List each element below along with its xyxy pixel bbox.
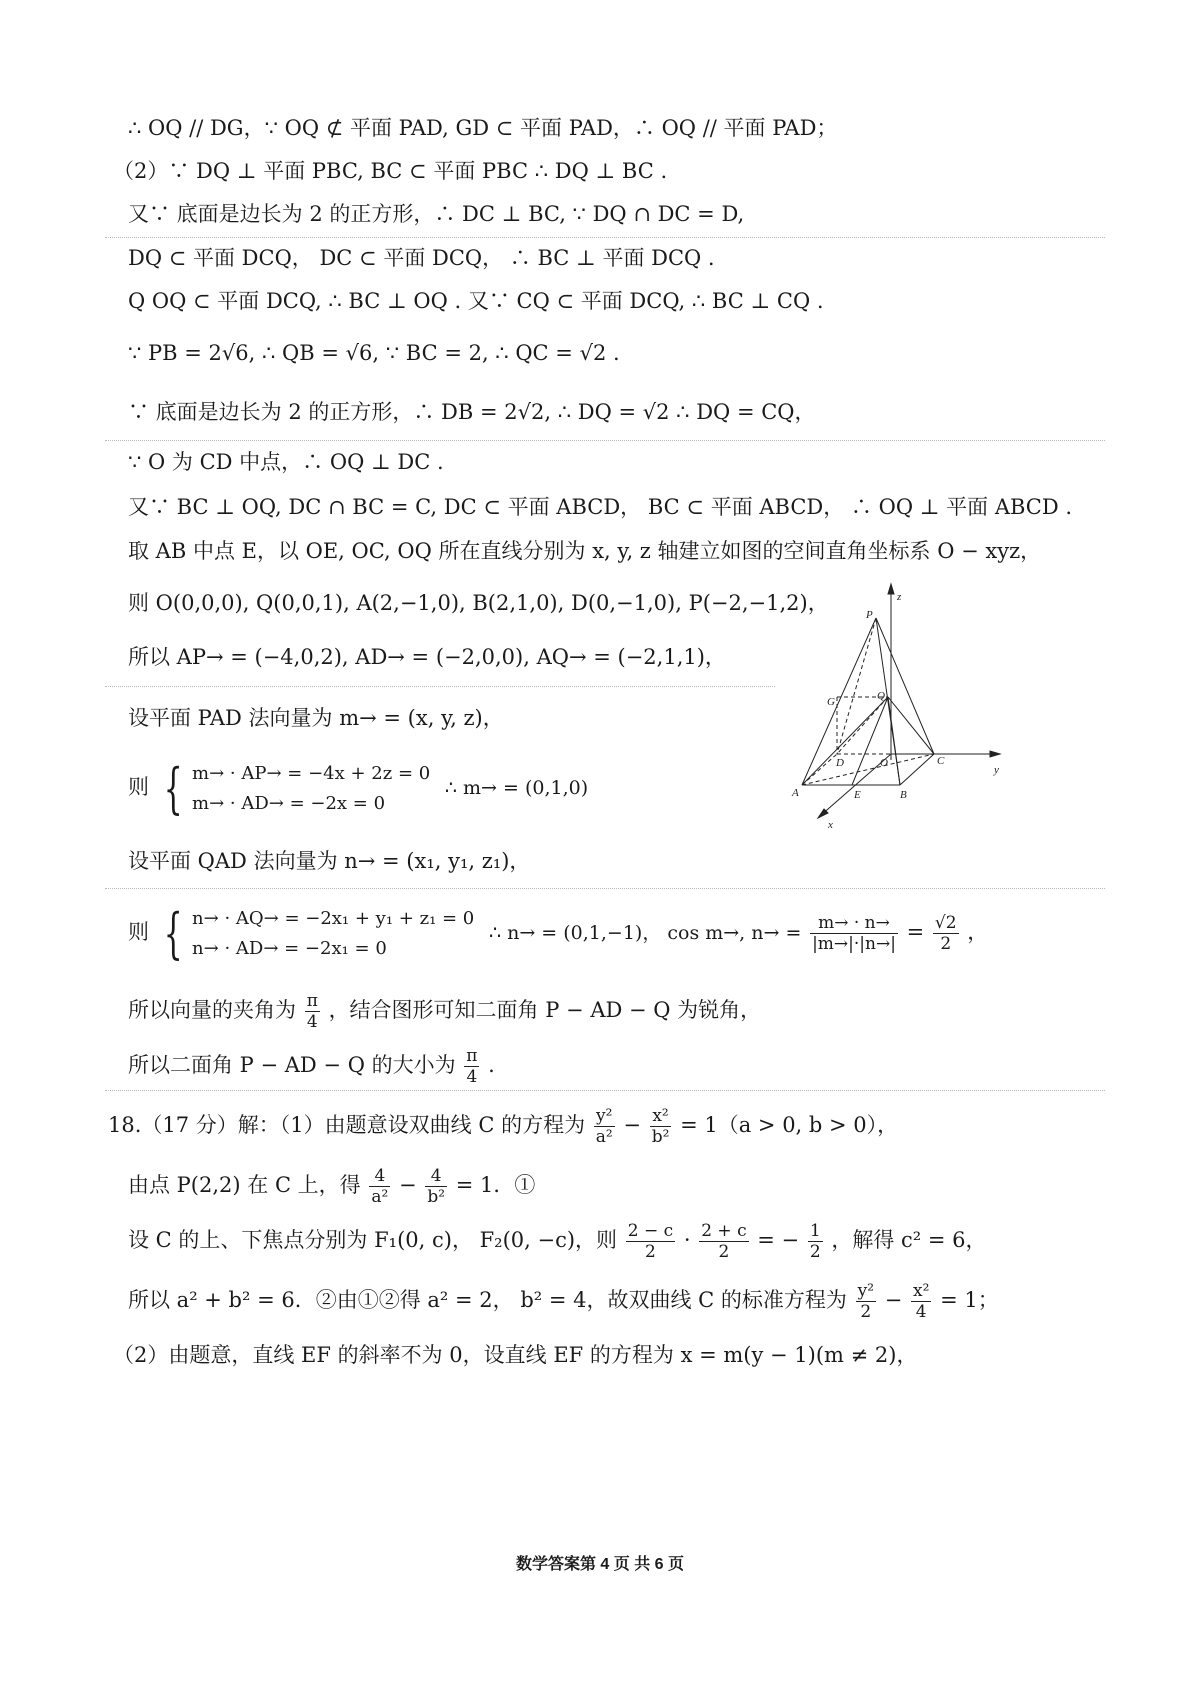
- edge-QD: [837, 697, 888, 754]
- system-of-equations: [156, 756, 431, 820]
- label-C: C: [937, 755, 945, 767]
- fraction: [594, 1106, 615, 1147]
- denominator: a²: [371, 1187, 389, 1207]
- label-Q: Q: [877, 690, 885, 702]
- numerator: m→ · n→: [810, 913, 898, 934]
- dotted-divider: [105, 440, 1105, 441]
- label-y: y: [994, 764, 999, 776]
- edge-PC: [876, 618, 934, 754]
- denominator: b²: [651, 1127, 670, 1147]
- text-line: DQ ⊂ 平面 DCQ， DC ⊂ 平面 DCQ， ∴ BC ⊥ 平面 DCQ .: [128, 246, 715, 270]
- equation: m→ · AD→ = −2x = 0: [192, 792, 386, 814]
- fraction: [305, 991, 320, 1032]
- text-segment: 所以 a² + b² = 6．②由①②得 a² = 2， b² = 4，故双曲线 C 的标准方程为: [128, 1288, 847, 1312]
- denominator: 2: [860, 1302, 872, 1322]
- denominator: b²: [427, 1187, 446, 1207]
- text-line: [128, 985, 761, 1035]
- text-line: 设平面 QAD 法向量为 n→ = (x₁, y₁, z₁)，: [128, 849, 531, 873]
- label-P: P: [866, 609, 873, 621]
- left-brace: {: [163, 756, 183, 820]
- label-G: G: [827, 696, 835, 708]
- text-line: ∵ O 为 CD 中点，∴ OQ ⊥ DC .: [128, 450, 444, 474]
- numerator: y²: [594, 1106, 615, 1127]
- denominator: 2: [940, 934, 952, 954]
- text-segment: ，结合图形可知二面角 P − AD − Q 为锐角，: [328, 998, 762, 1022]
- fraction: [650, 1106, 672, 1147]
- text-line: 设平面 PAD 法向量为 m→ = (x, y, z)，: [128, 706, 504, 730]
- text-line: ∵ PB = 2√6, ∴ QB = √6, ∵ BC = 2, ∴ QC = √2 .: [128, 341, 620, 365]
- equation: n→ · AQ→ = −2x₁ + y₁ + z₁ = 0: [192, 907, 475, 929]
- equals: =: [906, 920, 925, 944]
- text-segment: 由点 P(2,2) 在 C 上，得: [128, 1173, 361, 1197]
- text-segment: 所以向量的夹角为: [128, 998, 296, 1022]
- text-segment: = 1；: [940, 1288, 999, 1312]
- text-segment: ，解得 c² = 6，: [831, 1228, 987, 1252]
- text-segment: 设 C 的上、下焦点分别为 F₁(0, c)， F₂(0, −c)，则: [128, 1228, 618, 1252]
- numerator: 4: [425, 1166, 447, 1187]
- fraction: [464, 1046, 479, 1087]
- text-line: [108, 1100, 898, 1150]
- page-footer: 数学答案第 4 页 共 6 页: [515, 1556, 685, 1573]
- operator: −: [623, 1113, 642, 1137]
- fraction: [810, 913, 898, 954]
- text-line: [128, 1040, 495, 1090]
- equation-system-m: [128, 757, 588, 819]
- system-of-equations: [156, 901, 475, 965]
- numerator: y²: [857, 1281, 875, 1301]
- label-D: D: [836, 757, 844, 769]
- pyramid-coordinate-figure: [780, 580, 1020, 840]
- equation-system-n: [128, 902, 988, 964]
- text-line: [128, 1160, 535, 1210]
- numerator: √2: [934, 913, 957, 933]
- operator: = −: [757, 1228, 800, 1252]
- text-segment: = 1（a > 0, b > 0），: [680, 1113, 899, 1137]
- segment-AC: [802, 754, 934, 785]
- text-line: 又∵ 底面是边长为 2 的正方形，∴ DC ⊥ BC, ∵ DQ ∩ DC = D,: [128, 202, 745, 226]
- left-brace: {: [163, 901, 183, 965]
- denominator: 2: [645, 1242, 656, 1262]
- text-line: 取 AB 中点 E，以 OE, OC, OQ 所在直线分别为 x, y, z 轴建立如图的空间直角坐标系 O − xyz，: [128, 539, 1042, 563]
- text-prefix: 则: [128, 775, 149, 799]
- fraction: [911, 1281, 931, 1322]
- y-arrow: [990, 751, 1000, 757]
- text-segment: 18.（17 分）解：（1）由题意设双曲线 C 的方程为: [108, 1113, 586, 1137]
- label-O: O: [880, 757, 888, 769]
- fraction: [425, 1166, 447, 1207]
- fraction: [933, 913, 959, 954]
- text-line: ∵ 底面是边长为 2 的正方形，∴ DB = 2√2, ∴ DQ = √2 ∴ DQ = CQ，: [128, 400, 816, 424]
- numerator: π: [466, 1046, 478, 1066]
- edge-QA: [802, 697, 888, 785]
- dotted-divider: [105, 1090, 1105, 1091]
- text-line: 又∵ BC ⊥ OQ, DC ∩ BC = C, DC ⊂ 平面 ABCD， BC ⊂ 平面 ABCD， ∴ OQ ⊥ 平面 ABCD .: [128, 495, 1073, 519]
- text-line: 所以 AP→ = (−4,0,2), AD→ = (−2,0,0), AQ→ = (−2,1,1)，: [128, 645, 726, 669]
- text-prefix: 则: [128, 920, 149, 944]
- denominator: 4: [915, 1302, 927, 1322]
- numerator: x²: [650, 1106, 672, 1127]
- dotted-divider: [105, 686, 775, 687]
- edge-PD: [837, 618, 876, 754]
- numerator: x²: [913, 1281, 930, 1301]
- label-E: E: [854, 789, 861, 801]
- text-line: [128, 1215, 987, 1265]
- fraction: [808, 1221, 823, 1262]
- result: ∴ m→ = (0,1,0): [444, 777, 589, 799]
- edge-BC: [900, 754, 934, 785]
- equation: m→ · AP→ = −4x + 2z = 0: [192, 762, 431, 784]
- denominator: 2: [718, 1242, 730, 1262]
- punctuation: ，: [967, 920, 989, 944]
- label-x: x: [828, 819, 833, 831]
- equation: n→ · AD→ = −2x₁ = 0: [192, 937, 387, 959]
- operator: −: [399, 1173, 417, 1197]
- fraction: [369, 1166, 390, 1207]
- text-line: （2）∵ DQ ⊥ 平面 PBC, BC ⊂ 平面 PBC ∴ DQ ⊥ BC .: [113, 159, 668, 183]
- denominator: 2: [809, 1242, 821, 1262]
- edge-AD: [802, 754, 837, 785]
- text-segment: .: [488, 1053, 495, 1077]
- numerator: 4: [369, 1166, 390, 1187]
- text-line: [128, 1275, 999, 1325]
- numerator: π: [306, 991, 318, 1011]
- operator: ·: [683, 1228, 691, 1252]
- denominator: a²: [595, 1127, 613, 1147]
- label-z: z: [897, 591, 902, 603]
- denominator: 4: [306, 1012, 318, 1032]
- label-A: A: [792, 787, 799, 799]
- result: ∴ n→ = (0,1,−1)， cos m→, n→ =: [488, 922, 802, 944]
- fraction: [856, 1281, 876, 1322]
- denominator: 4: [466, 1067, 478, 1087]
- text-line: （2）由题意，直线 EF 的斜率不为 0，设直线 EF 的方程为 x = m(y − 1)(m ≠ 2)，: [113, 1343, 918, 1367]
- fraction: [626, 1221, 675, 1262]
- denominator: |m→|·|n→|: [812, 934, 896, 954]
- dotted-divider: [105, 888, 1105, 889]
- text-line: 则 O(0,0,0), Q(0,0,1), A(2,−1,0), B(2,1,0), D(0,−1,0), P(−2,−1,2)，: [128, 591, 829, 615]
- text-segment: = 1．①: [455, 1173, 536, 1197]
- text-segment: 所以二面角 P − AD − Q 的大小为: [128, 1053, 456, 1077]
- dotted-divider: [105, 237, 1105, 238]
- z-arrow: [888, 584, 894, 594]
- numerator: 1: [809, 1221, 821, 1241]
- text-line: ∴ OQ // DG，∵ OQ ⊄ 平面 PAD, GD ⊂ 平面 PAD，∴ OQ // 平面 PAD；: [128, 116, 838, 140]
- text-line: Q OQ ⊂ 平面 DCQ, ∴ BC ⊥ OQ . 又∵ CQ ⊂ 平面 DCQ, ∴ BC ⊥ CQ .: [128, 289, 824, 313]
- numerator: 2 − c: [627, 1221, 674, 1241]
- numerator: 2 + c: [701, 1221, 747, 1241]
- fraction: [699, 1221, 748, 1262]
- operator: −: [884, 1288, 903, 1312]
- label-B: B: [900, 789, 907, 801]
